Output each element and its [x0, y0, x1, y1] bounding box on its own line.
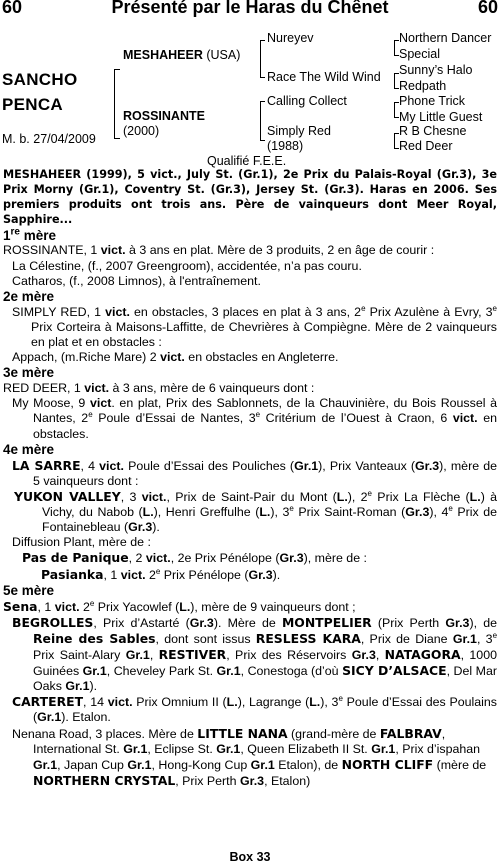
- mere1-produit: La Célestine, (f., 2007 Greengroom), accidentée, n’a pas couru.: [12, 258, 362, 273]
- mere4-produit: Diffusion Plant, mère de :: [12, 535, 151, 550]
- mere1-entry: ROSSINANTE, 1 vict. à 3 ans en plat. Mère de 3 produits, 2 en âge de courir :: [3, 243, 435, 258]
- mere5-produit: Nenana Road, 3 places. Mère de LITTLE NANA (grand-mère de FALBRAV, International St. Gr.1, Eclipse St. Gr.1, Queen Elizabeth II St. Gr.1, Prix d’ispahan Gr.1, Japan Cup Gr.1, Hong-Kong Cup Gr.1 Etalon), de NORTH CLIFF (mère de NORTHERN CRYSTAL, Prix Perth Gr.3, Etalon): [12, 725, 487, 788]
- mere4-produit: YUKON VALLEY, 3 vict., Prix de Saint-Pair du Mont (L.), 2e Prix La Flèche (L.) à Vichy, du Nabob (L.), Henri Greffulhe (L.), 3e Prix Saint-Roman (Gr.3), 4e Prix de Fontainebleau (Gr.3).: [14, 488, 498, 535]
- dsd: My Little Guest: [399, 110, 483, 124]
- dam-sire: Calling Collect: [267, 94, 347, 108]
- section-4e-mere: 4e mère: [3, 441, 55, 457]
- sire-dam: Race The Wild Wind: [267, 70, 381, 84]
- mere5-produit: CARTERET, 14 vict. Prix Omnium II (L.), Lagrange (L.), 3e Poule d’Essai des Poulains (Gr.1). Etalon.: [12, 694, 497, 725]
- dam: ROSSINANTE: [123, 109, 205, 123]
- catalog-body: [3, 168, 497, 789]
- section-1re-mere: 1re mère: [3, 226, 56, 243]
- page-number-left: 60: [2, 0, 23, 17]
- box-number: Box 33: [229, 850, 271, 864]
- dam-dam-year: (1988): [267, 139, 304, 153]
- dam-dam: Simply Red: [267, 124, 331, 138]
- sds: Sunny’s Halo: [399, 63, 473, 77]
- dam-year: (2000): [123, 124, 160, 138]
- page-title: Présenté par le Haras du Chênet: [111, 0, 389, 17]
- mere2-entry: SIMPLY RED, 1 vict. en obstacles, 3 places en plat à 3 ans, 2e Prix Azulène à Evry, 3e Prix Corteira à Maisons-Laffitte, de Chevrières à Compiègne. Mère de 2 vainqueurs en plat et en obstacles :: [12, 303, 497, 350]
- bracket-sire: [260, 40, 265, 78]
- sire-sire: Nureyev: [267, 31, 314, 45]
- mere4-descendant: Pas de Panique, 2 vict., 2e Prix Pénélope (Gr.3), mère de :: [22, 550, 367, 566]
- ddd: Red Deer: [399, 139, 453, 153]
- horse-name: SANCHO: [2, 70, 78, 89]
- sss: Northern Dancer: [399, 31, 492, 45]
- qualification: Qualifié F.E.E.: [207, 154, 287, 168]
- sire: MESHAHEER (USA): [123, 48, 241, 62]
- section-5e-mere: 5e mère: [3, 582, 55, 598]
- mere4-entry: LA SARRE, 4 vict. Poule d’Essai des Pouliches (Gr.1), Prix Vanteaux (Gr.3), mère de 5 vainqueurs dont :: [12, 457, 497, 488]
- sire-intro: MESHAHEER (1999), 5 vict., July St. (Gr.1), 2e Prix du Palais-Royal (Gr.3), 3e Prix Morny (Gr.1), Coventry St. (Gr.3), Jersey St. (Gr.3). Haras en 2006. Ses premiers produits ont trois ans. Père de vainqueurs dont Meer Royal, Sapphire...: [3, 168, 497, 226]
- ssd: Special: [399, 47, 440, 61]
- mere2-produit: Appach, (m.Riche Mare) 2 vict. en obstacles en Angleterre.: [12, 350, 339, 365]
- dds: R B Chesne: [399, 124, 467, 138]
- mere5-entry: Sena, 1 vict. 2e Prix Yacowlef (L.), mère de 9 vainqueurs dont ;: [3, 598, 356, 614]
- mere1-produit: Catharos, (f., 2008 Limnos), à l'entraînement.: [12, 273, 261, 288]
- mere4-descendant: Pasianka, 1 vict. 2e Prix Pénélope (Gr.3).: [41, 566, 281, 582]
- mere3-produit: My Moose, 9 vict. en plat, Prix des Sablonnets, de la Chauvinière, du Bois Roussel à Nantes, 2e Poule d’Essai de Nantes, 3e Critérium de l’Ouest à Craon, 6 vict. en obstacles.: [12, 396, 498, 441]
- sdd: Redpath: [399, 79, 447, 93]
- bracket-dam: [260, 101, 265, 141]
- dss: Phone Trick: [399, 94, 466, 108]
- horse-details: M. b. 27/04/2009: [2, 132, 96, 146]
- mere3-entry: RED DEER, 1 vict. à 3 ans, mère de 6 vainqueurs dont :: [3, 381, 315, 396]
- mere5-produit: BEGROLLES, Prix d’Astarté (Gr.3). Mère de MONTPELIER (Prix Perth Gr.3), de Reine des Sables, dont sont issus RESLESS KARA, Prix de Diane Gr.1, 3e Prix Saint-Alary Gr.1, RESTIVER, Prix des Réservoirs Gr.3, NATAGORA, 1000 Guinées Gr.1, Cheveley Park St. Gr.1, Conestoga (d’où SICY D’ALSACE, Del Mar Oaks Gr.1).: [12, 614, 498, 694]
- section-2e-mere: 2e mère: [3, 288, 55, 304]
- page-number-right: 60: [477, 0, 498, 17]
- section-3e-mere: 3e mère: [3, 365, 55, 381]
- bracket-gen1: [114, 69, 120, 139]
- horse-name-2: PENCA: [2, 95, 64, 114]
